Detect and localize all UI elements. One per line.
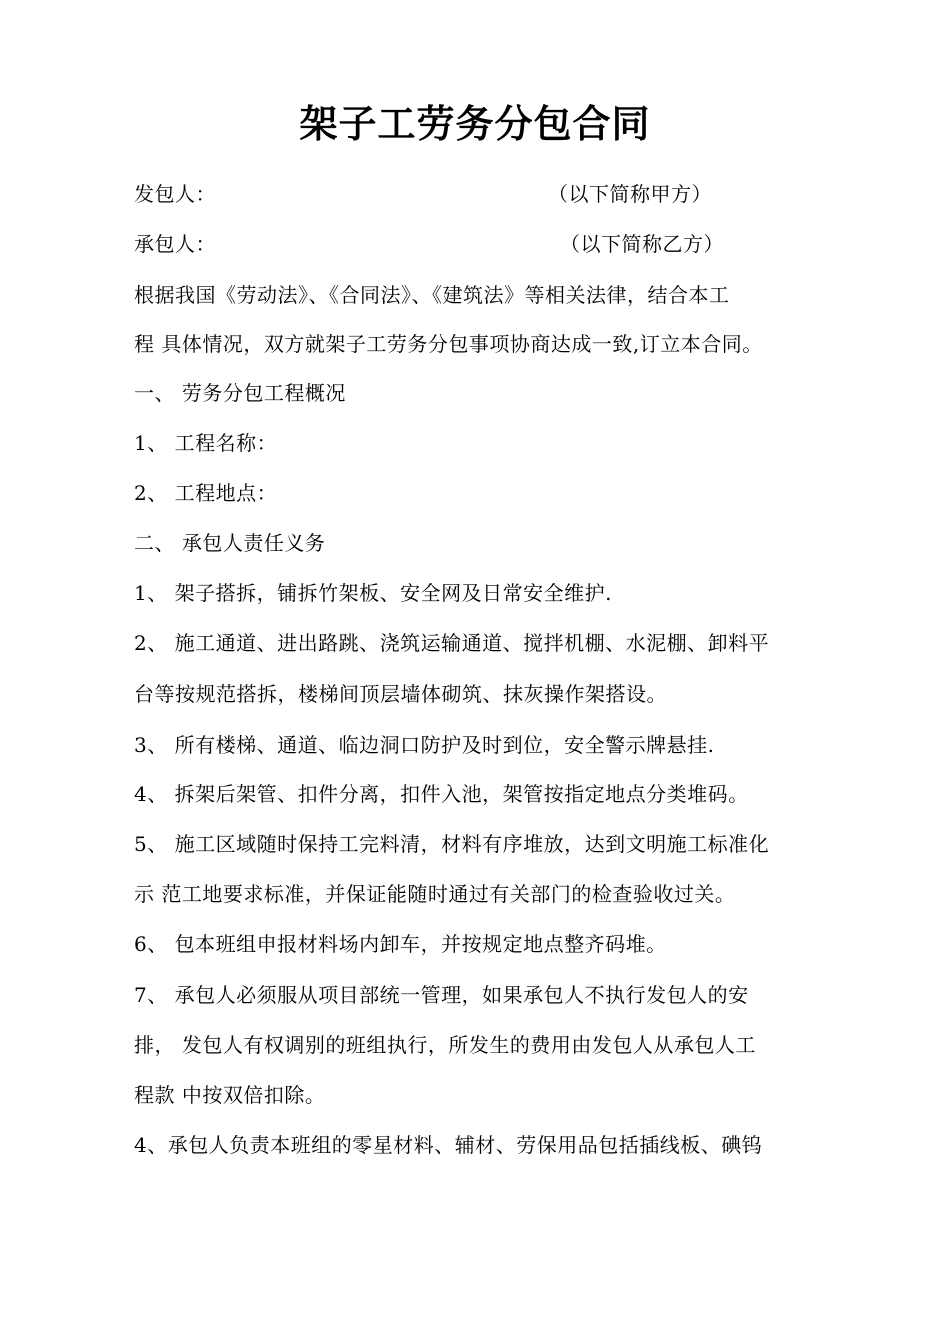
body-line: 根据我国《劳动法》、《合同法》、《建筑法》等相关法律，结合本工 xyxy=(134,283,730,307)
list-item: 4、承包人负责本班组的零星材料、辅材、劳保用品包括插线板、碘钨 xyxy=(134,1133,763,1157)
body-line: 1、 工程名称： xyxy=(134,431,278,455)
list-item: 2、 施工通道、进出路跳、浇筑运输通道、搅拌机棚、水泥棚、卸料平 xyxy=(134,631,770,655)
party-b-label: 承包人： xyxy=(134,232,216,256)
body-line: 排， 发包人有权调别的班组执行，所发生的费用由发包人从承包人工 xyxy=(134,1033,756,1057)
party-a-label: 发包人： xyxy=(134,182,216,206)
body-line: 程款 中按双倍扣除。 xyxy=(134,1083,326,1107)
body-line: 程 具体情况，双方就架子工劳务分包事项协商达成一致,订立本合同。 xyxy=(134,332,763,356)
section-heading: 一、 劳务分包工程概况 xyxy=(134,381,346,405)
body-line: 示 范工地要求标准，并保证能随时通过有关部门的检查验收过关。 xyxy=(134,882,736,906)
list-item: 1、 架子搭拆，铺拆竹架板、安全网及日常安全维护. xyxy=(134,581,612,605)
body-line: 2、 工程地点： xyxy=(134,481,278,505)
party-b-note: （以下简称乙方） xyxy=(560,232,724,256)
party-a-note: （以下简称甲方） xyxy=(548,182,712,206)
list-item: 4、 拆架后架管、扣件分离，扣件入池，架管按指定地点分类堆码。 xyxy=(134,782,749,806)
list-item: 3、 所有楼梯、通道、临边洞口防护及时到位，安全警示牌悬挂. xyxy=(134,733,715,757)
body-line: 台等按规范搭拆，楼梯间顶层墙体砌筑、抹灰操作架搭设。 xyxy=(134,682,667,706)
list-item: 7、 承包人必须服从项目部统一管理，如果承包人不执行发包人的安 xyxy=(134,983,749,1007)
document-title: 架子工劳务分包合同 xyxy=(299,101,651,146)
list-item: 6、 包本班组申报材料场内卸车，并按规定地点整齐码堆。 xyxy=(134,932,667,956)
section-heading: 二、 承包人责任义务 xyxy=(134,531,326,555)
list-item: 5、 施工区域随时保持工完料清，材料有序堆放，达到文明施工标准化 xyxy=(134,832,770,856)
